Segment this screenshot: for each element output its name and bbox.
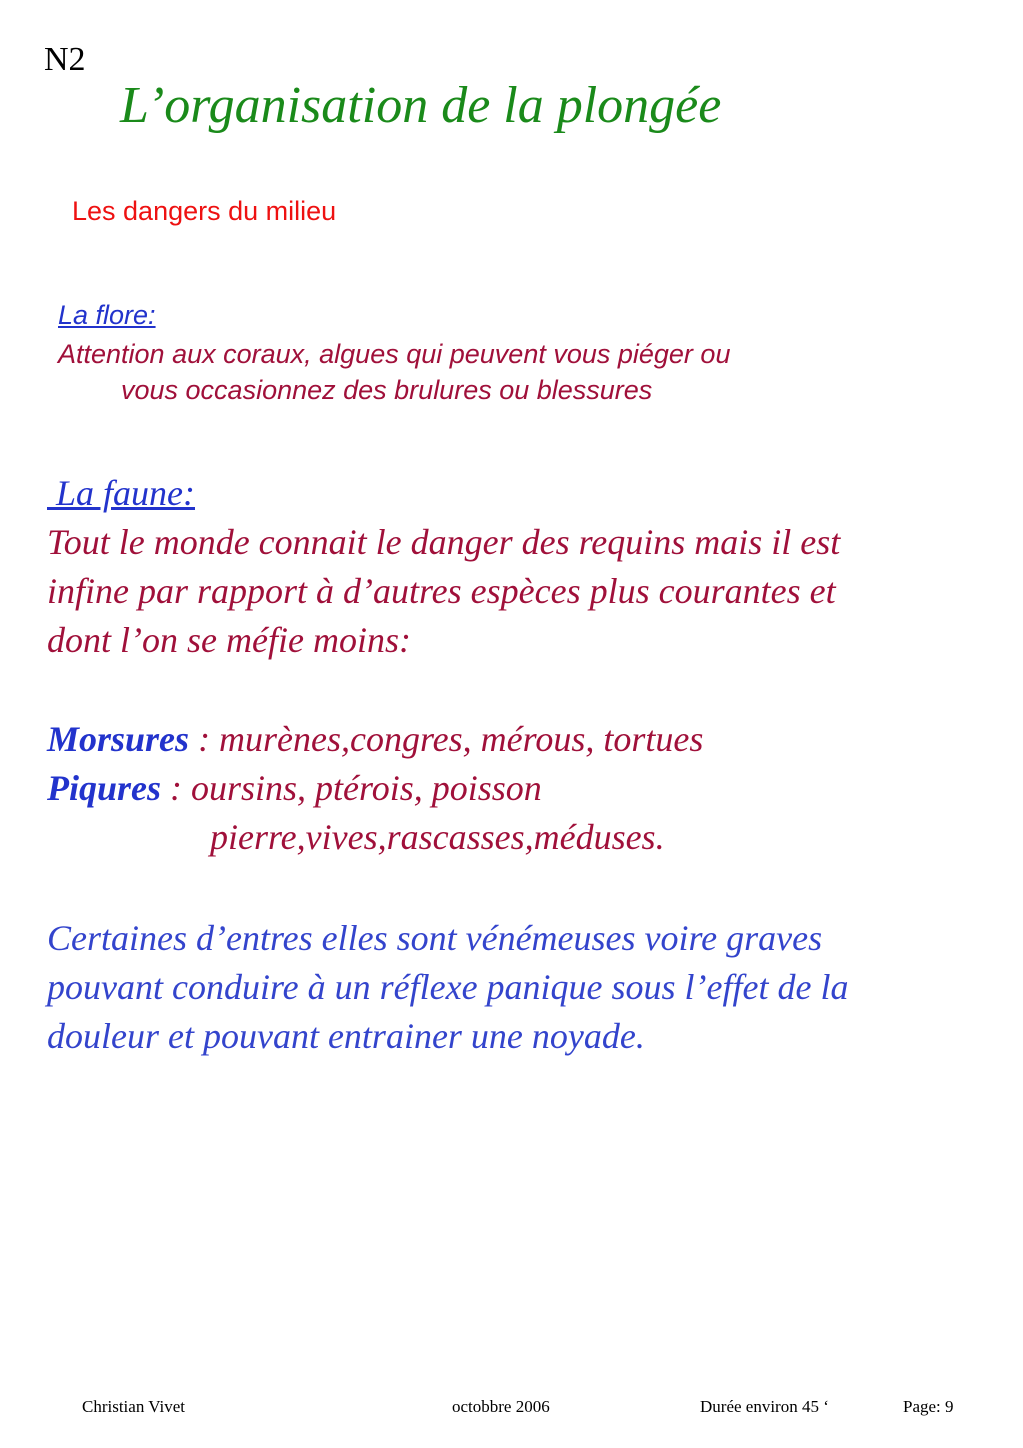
piqures-continuation: pierre,vives,rascasses,méduses. [210,817,665,857]
morsures-text: : murènes,congres, mérous, tortues [198,719,704,759]
piqures-row [47,764,542,812]
certaines-text-line: douleur et pouvant entrainer une noyade. [47,1016,645,1056]
faune-heading: La faune: [47,473,195,513]
flore-text-line: vous occasionnez des brulures ou blessures [121,375,653,405]
level-label: N2 [44,41,86,78]
faune-text-line: Tout le monde connait le danger des requins mais il est [47,522,841,562]
piqures-label: Piqures [47,768,162,808]
page-title: L’organisation de la plongée [120,77,722,134]
faune-text-line: dont l’on se méfie moins: [47,620,411,660]
footer-duration: Durée environ 45 ‘ [700,1397,829,1416]
flore-heading: La flore: [58,300,156,330]
faune-text-line: infine par rapport à d’autres espèces plus courantes et [47,571,836,611]
morsures-label: Morsures [47,719,190,759]
certaines-text-line: Certaines d’entres elles sont vénémeuses voire graves [47,918,823,958]
footer-date: octobbre 2006 [452,1397,550,1416]
morsures-row [47,715,703,763]
piqures-colon: : [161,768,192,808]
footer-author: Christian Vivet [82,1397,186,1416]
footer-page-number: Page: 9 [903,1397,954,1416]
certaines-text-line: pouvant conduire à un réflexe panique sous l’effet de la [47,967,849,1007]
flore-text-line: Attention aux coraux, algues qui peuvent vous piéger ou [58,339,731,369]
piqures-text: oursins, ptérois, poisson [191,768,542,808]
section-subtitle: Les dangers du milieu [72,196,337,226]
